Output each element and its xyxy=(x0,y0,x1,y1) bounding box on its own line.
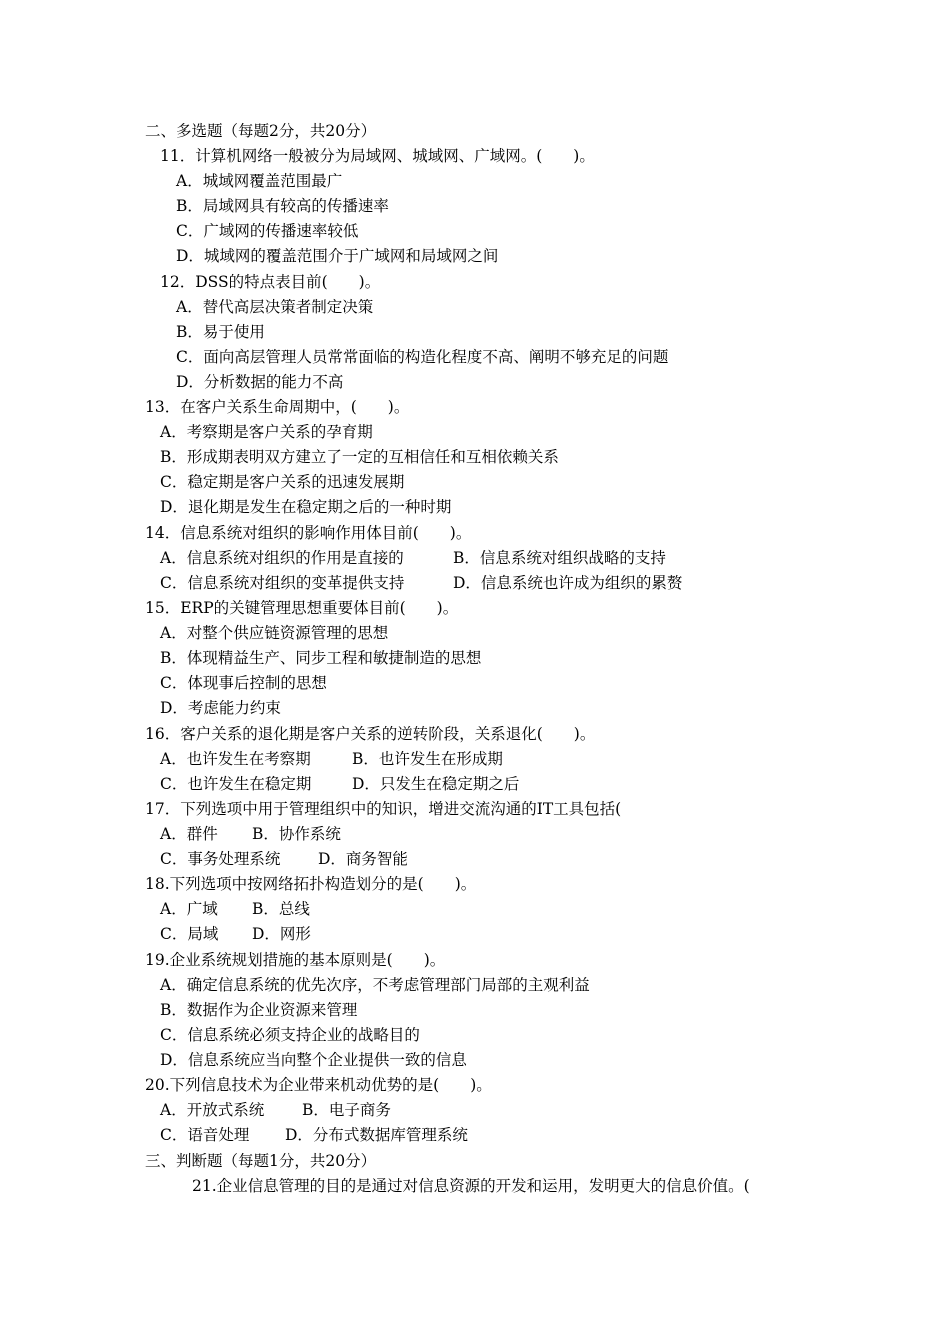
question-17-option-c: C．事务处理系统 xyxy=(160,850,281,868)
question-21-stem: 21.企业信息管理的目的是通过对信息资源的开发和运用，发明更大的信息价值。( xyxy=(192,1177,750,1195)
question-16-stem: 16．客户关系的退化期是客户关系的逆转阶段，关系退化( )。 xyxy=(145,725,596,743)
question-13-option-a: A．考察期是客户关系的孕育期 xyxy=(160,423,373,441)
question-18-option-c: C．局域 xyxy=(160,925,219,943)
question-17-option-a: A．群件 xyxy=(160,825,218,843)
question-17-option-b: B．协作系统 xyxy=(252,825,341,843)
question-16-option-d: D．只发生在稳定期之后 xyxy=(352,775,520,793)
question-15-option-b: B．体现精益生产、同步工程和敏捷制造的思想 xyxy=(160,649,482,667)
question-12-option-b: B．易于使用 xyxy=(176,323,265,341)
question-15-option-d: D．考虑能力约束 xyxy=(160,699,281,717)
section-heading-multiple-choice: 二、多选题（每题2分，共20分） xyxy=(145,122,377,140)
question-14-option-d: D．信息系统也许成为组织的累赘 xyxy=(453,574,683,592)
question-20-option-a: A．开放式系统 xyxy=(160,1101,265,1119)
question-19-option-a: A．确定信息系统的优先次序，不考虑管理部门局部的主观利益 xyxy=(160,976,590,994)
question-14-option-b: B．信息系统对组织战略的支持 xyxy=(453,549,666,567)
section-heading-true-false: 三、判断题（每题1分，共20分） xyxy=(145,1152,377,1170)
question-18-option-a: A．广域 xyxy=(160,900,218,918)
question-11-option-a: A．城域网覆盖范围最广 xyxy=(176,172,343,190)
question-15-stem: 15．ERP的关键管理思想重要体目前( )。 xyxy=(145,599,459,617)
question-13-option-b: B．形成期表明双方建立了一定的互相信任和互相依赖关系 xyxy=(160,448,559,466)
question-12-option-c: C．面向高层管理人员常常面临的构造化程度不高、阐明不够充足的问题 xyxy=(176,348,669,366)
question-16-option-a: A．也许发生在考察期 xyxy=(160,750,311,768)
question-12-stem: 12．DSS的特点表目前( )。 xyxy=(160,273,381,291)
question-19-option-c: C．信息系统必须支持企业的战略目的 xyxy=(160,1026,420,1044)
question-14-option-c: C．信息系统对组织的变革提供支持 xyxy=(160,574,405,592)
question-11-stem: 11．计算机网络一般被分为局域网、城域网、广域网。( )。 xyxy=(160,147,595,165)
question-13-option-c: C．稳定期是客户关系的迅速发展期 xyxy=(160,473,405,491)
question-14-option-a: A．信息系统对组织的作用是直接的 xyxy=(160,549,404,567)
question-11-option-b: B．局域网具有较高的传播速率 xyxy=(176,197,389,215)
question-20-stem: 20.下列信息技术为企业带来机动优势的是( )。 xyxy=(145,1076,492,1094)
question-17-option-d: D．商务智能 xyxy=(318,850,408,868)
question-18-stem: 18.下列选项中按网络拓扑构造划分的是( )。 xyxy=(145,875,477,893)
question-19-stem: 19.企业系统规划措施的基本原则是( )。 xyxy=(145,951,446,969)
question-17-stem: 17．下列选项中用于管理组织中的知识，增进交流沟通的IT工具包括( xyxy=(145,800,622,818)
question-11-option-c: C．广域网的传播速率较低 xyxy=(176,222,359,240)
question-11-option-d: D．城域网的覆盖范围介于广域网和局域网之间 xyxy=(176,247,499,265)
question-12-option-d: D．分析数据的能力不高 xyxy=(176,373,344,391)
question-19-option-b: B．数据作为企业资源来管理 xyxy=(160,1001,358,1019)
question-14-stem: 14．信息系统对组织的影响作用体目前( )。 xyxy=(145,524,472,542)
question-13-stem: 13．在客户关系生命周期中，( )。 xyxy=(145,398,410,416)
question-13-option-d: D．退化期是发生在稳定期之后的一种时期 xyxy=(160,498,452,516)
question-20-option-c: C．语音处理 xyxy=(160,1126,250,1144)
question-19-option-d: D．信息系统应当向整个企业提供一致的信息 xyxy=(160,1051,467,1069)
question-18-option-b: B．总线 xyxy=(252,900,310,918)
question-16-option-b: B．也许发生在形成期 xyxy=(352,750,503,768)
question-15-option-a: A．对整个供应链资源管理的思想 xyxy=(160,624,389,642)
question-16-option-c: C．也许发生在稳定期 xyxy=(160,775,312,793)
question-18-option-d: D．网形 xyxy=(252,925,311,943)
question-20-option-d: D．分布式数据库管理系统 xyxy=(285,1126,468,1144)
question-12-option-a: A．替代高层决策者制定决策 xyxy=(176,298,374,316)
question-20-option-b: B．电子商务 xyxy=(302,1101,391,1119)
question-15-option-c: C．体现事后控制的思想 xyxy=(160,674,327,692)
